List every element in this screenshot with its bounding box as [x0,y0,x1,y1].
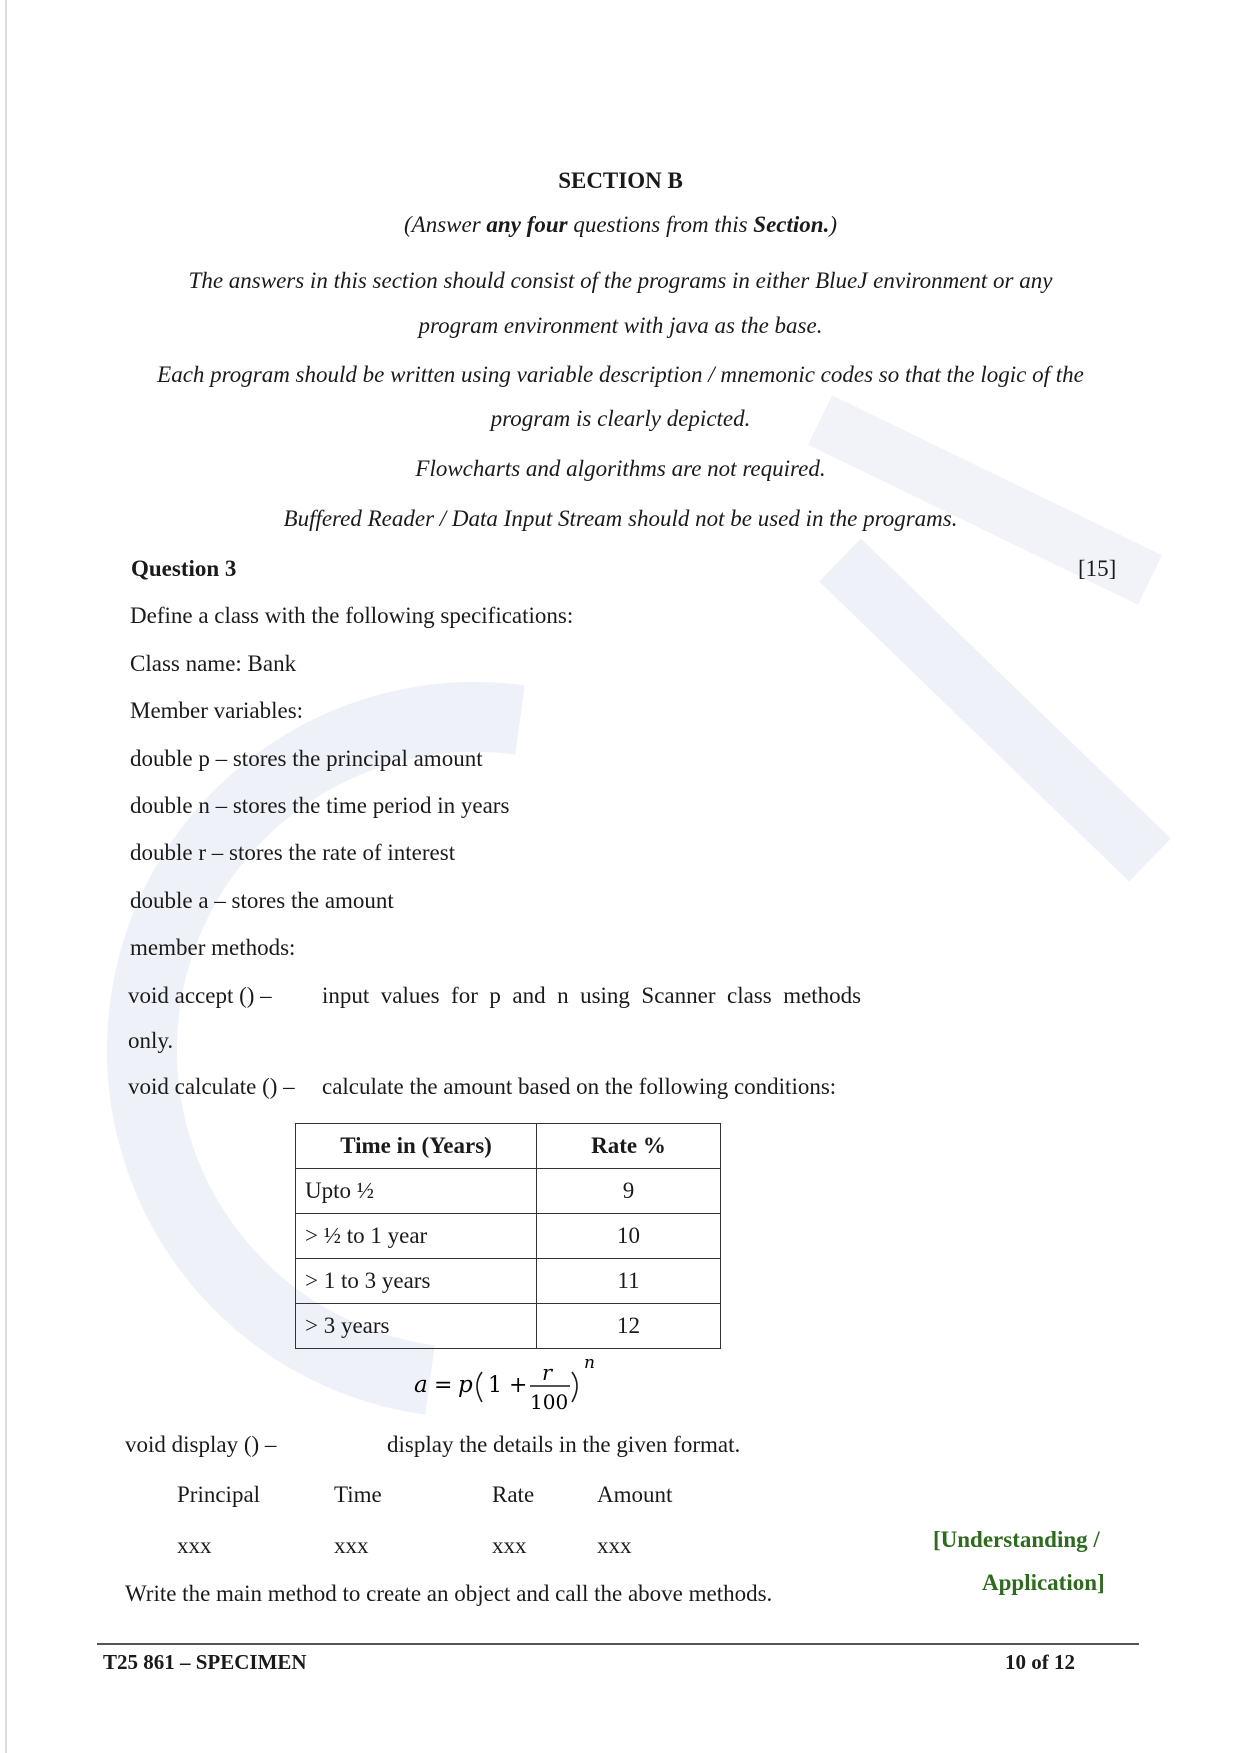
table-cell-time: > 1 to 3 years [296,1259,537,1304]
section-instruction: (Answer any four questions from this Section.) [404,212,837,237]
accept-method-cont: only. [128,1028,174,1053]
format-header: Time [334,1482,382,1507]
table-row [296,1259,721,1304]
table-cell-rate: 9 [537,1169,721,1214]
question-line: member methods: [130,935,296,960]
table-cell-rate: 11 [537,1259,721,1304]
note-line: The answers in this section should consist of the programs in either BlueJ environment or any [188,268,1053,293]
table-header: Rate % [537,1124,721,1169]
formula-equals: = [434,1373,453,1398]
format-value: xxx [492,1533,527,1558]
table-cell-time: > 3 years [296,1304,537,1349]
format-value: xxx [334,1533,369,1558]
format-value: xxx [597,1533,632,1558]
skill-tag-line1: [Understanding / [933,1527,1100,1552]
formula-one-plus: 1 + [488,1373,528,1398]
compound-interest-formula [412,1352,632,1412]
skill-tag-line2: Application] [982,1570,1105,1595]
question-line: double r – stores the rate of interest [130,840,456,865]
question-line: double p – stores the principal amount [130,746,483,771]
footer-code: T25 861 – SPECIMEN [103,1650,307,1674]
table-row [296,1169,721,1214]
formula-right-paren [572,1372,577,1402]
note-line: Flowcharts and algorithms are not required. [415,456,826,481]
table-cell-time: > ½ to 1 year [296,1214,537,1259]
table-cell-rate: 10 [537,1214,721,1259]
formula-left-paren [477,1372,482,1402]
footer-rule [97,1643,1139,1645]
table-row [296,1214,721,1259]
calculate-method-name: void calculate () – [128,1074,295,1099]
table-header-row [296,1124,721,1169]
table-cell-rate: 12 [537,1304,721,1349]
question-line: Member variables: [130,698,304,723]
format-header: Rate [492,1482,535,1507]
question-line: double a – stores the amount [130,888,394,913]
main-method-line: Write the main method to create an object and call the above methods. [125,1581,773,1606]
note-line: program environment with java as the base. [418,313,823,338]
table-row [296,1304,721,1349]
format-header: Principal [177,1482,261,1507]
footer-page: 10 of 12 [1005,1650,1075,1674]
formula-denominator: 100 [530,1390,569,1412]
calculate-method-desc: calculate the amount based on the following conditions: [322,1074,837,1099]
format-value: xxx [177,1533,212,1558]
table-cell-time: Upto ½ [296,1169,537,1214]
note-line: Each program should be written using variable description / mnemonic codes so that the logic of the [157,362,1084,387]
rate-table [295,1123,721,1349]
question-marks: [15] [1078,556,1117,581]
note-line: program is clearly depicted. [490,406,751,431]
display-method-name: void display () – [125,1432,277,1457]
page-edge [5,0,7,1753]
format-header: Amount [597,1482,673,1507]
formula-p: p [458,1372,473,1398]
table-header: Time in (Years) [296,1124,537,1169]
section-title: SECTION B [558,168,683,193]
formula-lhs: a [414,1372,428,1398]
question-line: Define a class with the following specifications: [130,603,574,628]
question-title: Question 3 [131,556,237,581]
accept-method-name: void accept () – [128,983,272,1008]
formula-exponent: n [584,1353,595,1373]
note-line: Buffered Reader / Data Input Stream should not be used in the programs. [283,506,958,531]
question-line: double n – stores the time period in years [130,793,510,818]
question-line: Class name: Bank [130,651,297,676]
formula-numerator: r [542,1361,553,1385]
accept-method-desc: input values for p and n using Scanner class methods [322,983,862,1008]
display-method-desc: display the details in the given format. [387,1432,741,1457]
